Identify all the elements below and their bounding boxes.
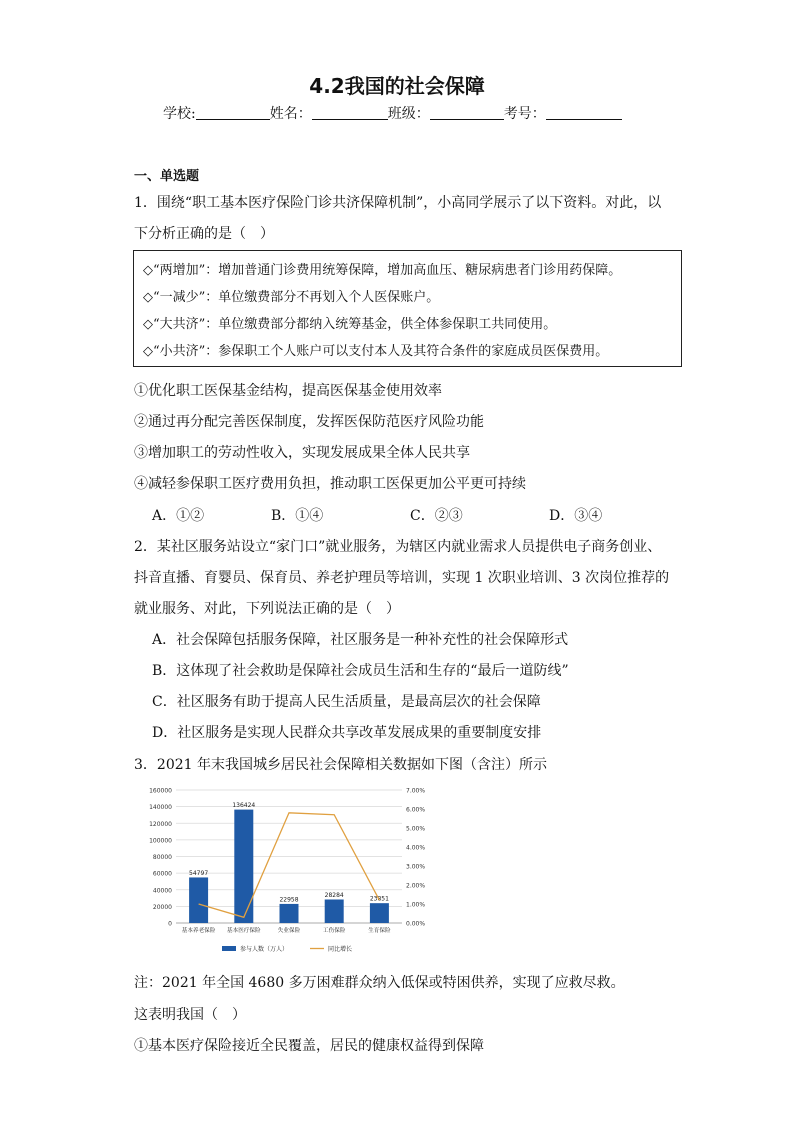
y-right-tick-label: 5.00% [406, 825, 426, 833]
q1-option-c[interactable]: C．②③ [410, 508, 463, 524]
y-right-tick-label: 1.00% [406, 901, 426, 909]
y-left-tick-label: 0 [168, 920, 172, 928]
bar [234, 810, 253, 923]
q1-stem-line2: 下分析正确的是（ ） [134, 226, 274, 242]
y-left-tick-label: 60000 [152, 870, 172, 878]
y-right-tick-label: 3.00% [406, 863, 426, 871]
q2-option-a[interactable]: A．社会保障包括服务保障，社区服务是一种补充性的社会保障形式 [152, 632, 569, 648]
q1-option-b[interactable]: B．①④ [271, 508, 324, 524]
exam-no-blank[interactable] [546, 105, 622, 120]
name-blank[interactable] [312, 105, 388, 120]
q2-option-d[interactable]: D．社区服务是实现人民群众共享改革发展成果的重要制度安排 [152, 725, 542, 741]
q3-stem-line2: 这表明我国（ ） [134, 1007, 246, 1023]
q2-stem-line3: 就业服务、对此，下列说法正确的是（ ） [134, 601, 400, 617]
student-info-line [163, 103, 622, 123]
school-blank[interactable] [196, 105, 270, 120]
legend-bar-label: 参与人数（万人） [240, 946, 289, 953]
school-label: 学校: [163, 106, 196, 122]
q1-material-box [133, 250, 682, 367]
q3-stem-line1: 3．2021 年末我国城乡居民社会保障相关数据如下图（含注）所示 [134, 757, 547, 773]
q1-item-4: ④减轻参保职工医疗费用负担，推动职工医保更加公平更可持续 [134, 476, 526, 492]
x-tick-label: 失业保险 [277, 928, 301, 934]
material-row: ◇“一减少”：单位缴费部分不再划入个人医保账户。 [143, 290, 440, 305]
material-row: ◇“小共济”：参保职工个人账户可以支付本人及其符合条件的家庭成员医保费用。 [143, 344, 609, 359]
q3-note: 注：2021 年全国 4680 多万困难群众纳入低保或特困供养，实现了应救尽救。 [134, 975, 625, 991]
x-tick-label: 生育保险 [368, 928, 391, 934]
material-row: ◇“两增加”：增加普通门诊费用统筹保障，增加高血压、糖尿病患者门诊用药保障。 [143, 263, 622, 278]
section-heading: 一、单选题 [134, 169, 200, 184]
y-left-tick-label: 120000 [149, 820, 172, 828]
class-label: 班级： [387, 106, 430, 122]
q3-item-1: ①基本医疗保险接近全民覆盖，居民的健康权益得到保障 [134, 1038, 484, 1054]
material-row: ◇“大共济”：单位缴费部分都纳入统筹基金，供全体参保职工共同使用。 [143, 317, 557, 332]
y-right-tick-label: 2.00% [406, 882, 426, 890]
legend-line-label: 同比增长 [328, 946, 353, 953]
bar-data-label: 54797 [189, 869, 209, 877]
y-left-tick-label: 40000 [152, 887, 172, 895]
q2-stem-line2: 抖音直播、育婴员、保育员、养老护理员等培训，实现 1 次职业培训、3 次岗位推荐的 [134, 570, 670, 586]
name-label: 姓名： [269, 106, 312, 122]
q1-option-a[interactable]: A．①② [152, 508, 205, 524]
q2-option-b[interactable]: B．这体现了社会救助是保障社会成员生活和生存的“最后一道防线” [152, 663, 569, 679]
y-left-tick-label: 140000 [149, 804, 172, 812]
y-right-tick-label: 4.00% [406, 844, 426, 852]
y-left-tick-label: 100000 [149, 837, 172, 845]
q1-item-2: ②通过再分配完善医保制度，发挥医保防范医疗风险功能 [134, 414, 484, 430]
bar-data-label: 22958 [279, 896, 299, 904]
y-right-tick-label: 0.00% [406, 920, 426, 928]
q1-item-1: ①优化职工医保基金结构，提高医保基金使用效率 [134, 383, 442, 399]
x-tick-label: 基本养老保险 [181, 928, 216, 934]
bar-data-label: 136424 [232, 802, 256, 810]
legend-bar-swatch [222, 946, 236, 951]
class-blank[interactable] [430, 105, 504, 120]
bar [189, 877, 208, 923]
y-left-tick-label: 80000 [152, 854, 172, 861]
q1-stem-line1: 1．围绕“职工基本医疗保险门诊共济保障机制”，小高同学展示了以下资料。对此，以 [134, 195, 662, 211]
y-left-tick-label: 20000 [152, 903, 172, 911]
bar [370, 903, 389, 923]
y-right-tick-label: 6.00% [406, 806, 426, 814]
q1-item-3: ③增加职工的劳动性收入，实现发展成果全体人民共享 [134, 445, 470, 461]
bar-data-label: 23851 [369, 895, 389, 903]
y-right-tick-label: 7.00% [406, 787, 426, 795]
bar [325, 899, 344, 923]
q1-option-d[interactable]: D．③④ [549, 508, 603, 524]
social-security-chart [134, 782, 442, 960]
bar [280, 904, 299, 923]
q2-stem-line1: 2．某社区服务站设立“家门口”就业服务，为辖区内就业需求人员提供电子商务创业、 [134, 539, 662, 555]
exam-no-label: 考号： [503, 106, 546, 122]
bar-data-label: 28284 [324, 891, 344, 899]
page-title: 4.2我国的社会保障 [309, 74, 485, 98]
q2-option-c[interactable]: C．社区服务有助于提高人民生活质量，是最高层次的社会保障 [152, 694, 541, 710]
x-tick-label: 工伤保险 [323, 928, 346, 934]
y-left-tick-label: 160000 [149, 787, 172, 795]
x-tick-label: 基本医疗保险 [227, 928, 261, 934]
